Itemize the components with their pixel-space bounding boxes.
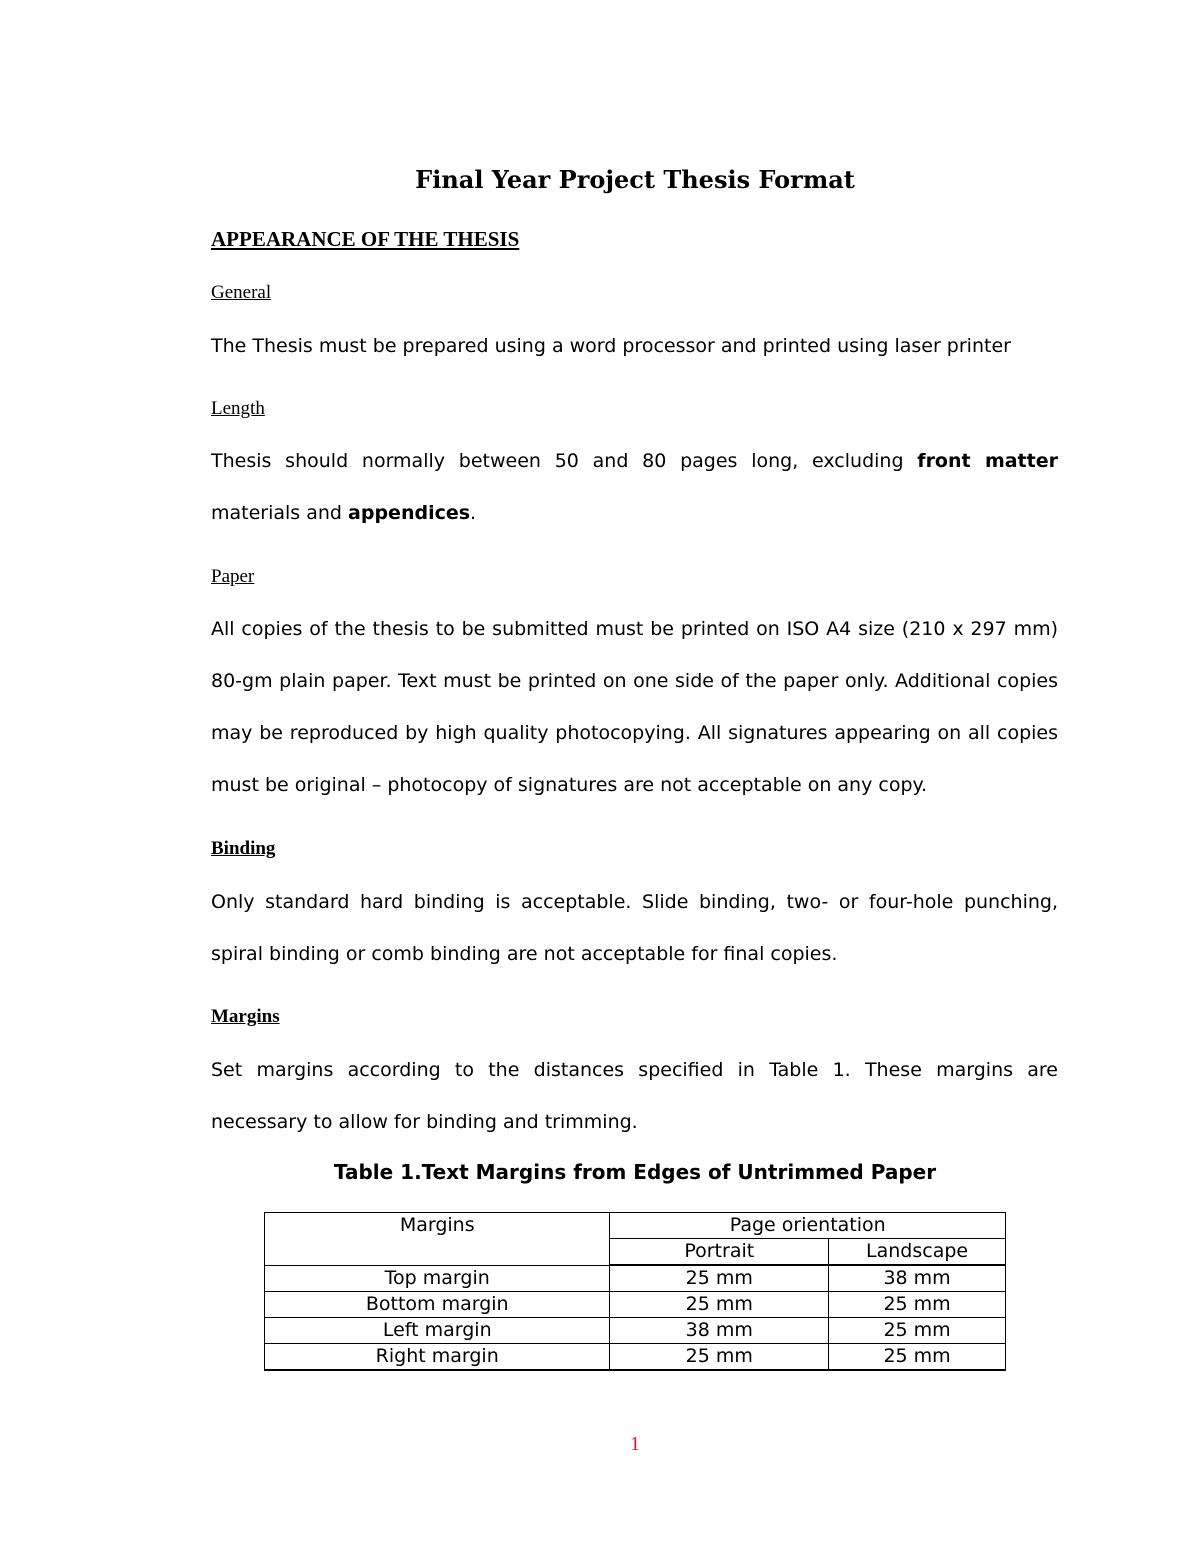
table-caption: Table 1.Text Margins from Edges of Untrimmed Paper — [333, 1160, 937, 1184]
section-heading-appearance: APPEARANCE OF THE THESIS — [211, 227, 520, 251]
length-text-3: . — [470, 502, 477, 524]
table-cell-landscape: 25 mm — [829, 1318, 1006, 1344]
table-header-landscape: Landscape — [829, 1239, 1006, 1266]
table-cell-landscape: 25 mm — [829, 1344, 1006, 1371]
paragraph-binding: Only standard hard binding is acceptable. Slide binding, two- or four-hole punching, spiral binding or comb binding are not acceptable for final copies. — [211, 891, 1058, 965]
length-text-1: Thesis should normally between 50 and 80 pages long, excluding — [211, 450, 918, 472]
subheading-binding: Binding — [211, 838, 276, 859]
table-header-orientation: Page orientation — [610, 1213, 1006, 1239]
paragraph-margins: Set margins according to the distances specified in Table 1. These margins are necessary to allow for binding and trimming. — [211, 1059, 1058, 1133]
table-cell-label: Top margin — [265, 1265, 610, 1292]
table-header-margins: Margins — [265, 1213, 610, 1266]
subheading-general: General — [211, 282, 272, 303]
length-bold-front-matter: front matter — [917, 450, 1058, 472]
subheading-paper: Paper — [211, 566, 255, 587]
table-row — [265, 1292, 1006, 1318]
table-cell-label: Left margin — [265, 1318, 610, 1344]
table-row — [265, 1344, 1006, 1371]
page-number: 1 — [630, 1433, 640, 1455]
table-cell-portrait: 25 mm — [610, 1344, 829, 1371]
subheading-margins: Margins — [211, 1006, 280, 1027]
paragraph-length — [211, 435, 1058, 539]
table-cell-landscape: 38 mm — [829, 1265, 1006, 1292]
paragraph-general: The Thesis must be prepared using a word processor and printed using laser printer — [211, 335, 1011, 357]
table-header-row — [265, 1213, 1006, 1239]
length-text-2: materials and — [211, 502, 349, 524]
document-title: Final Year Project Thesis Format — [415, 165, 855, 194]
paragraph-paper: All copies of the thesis to be submitted must be printed on ISO A4 size (210 x 297 mm) 80-gm plain paper. Text must be printed on one side of the paper only. Additional copies may be reproduced by high quality photocopying. All signatures appearing on all copies must be original – photocopy of signatures are not acceptable on any copy. — [211, 618, 1058, 796]
table-cell-portrait: 25 mm — [610, 1265, 829, 1292]
table-cell-portrait: 38 mm — [610, 1318, 829, 1344]
table-row — [265, 1265, 1006, 1292]
table-header-portrait: Portrait — [610, 1239, 829, 1266]
table-cell-label: Right margin — [265, 1344, 610, 1371]
length-bold-appendices: appendices — [348, 502, 471, 524]
subheading-length: Length — [211, 398, 265, 419]
margins-table — [264, 1212, 1006, 1371]
table-row — [265, 1318, 1006, 1344]
table-cell-landscape: 25 mm — [829, 1292, 1006, 1318]
table-cell-label: Bottom margin — [265, 1292, 610, 1318]
table-cell-portrait: 25 mm — [610, 1292, 829, 1318]
